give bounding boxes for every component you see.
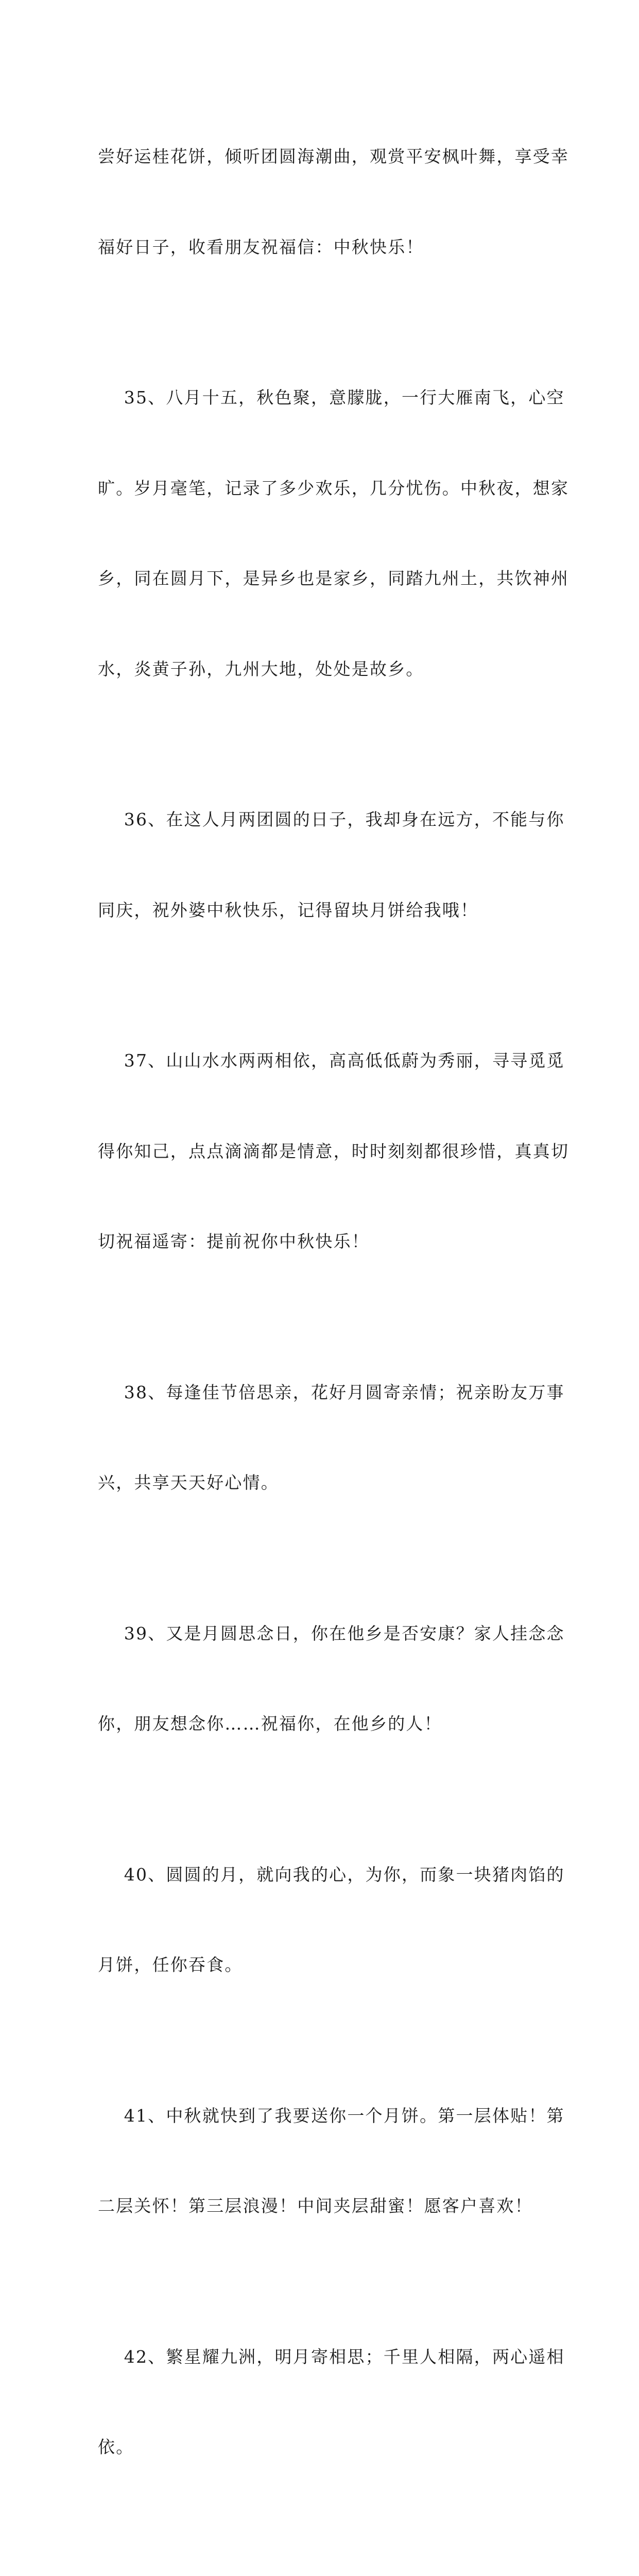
text-line: 35、八月十五，秋色聚，意朦胧，一行大雁南飞，心空 [98,383,541,413]
text-line: 福好日子，收看朋友祝福信：中秋快乐！ [98,232,541,263]
paragraph-continued [98,81,541,323]
paragraph-37 [98,986,541,1317]
text-line: 切祝福遥寄：提前祝你中秋快乐！ [98,1227,541,1257]
text-line: 月饼，任你吞食。 [98,1950,541,1980]
text-line: 尝好运桂花饼，倾听团圆海潮曲，观赏平安枫叶舞，享受幸 [98,142,541,172]
document-page [0,0,639,904]
text-line: 39、又是月圆思念日，你在他乡是否安康？家人挂念念 [98,1619,541,1649]
text-line: 37、山山水水两两相依，高高低低蔚为秀丽，寻寻觅觅 [98,1046,541,1076]
paragraph-43 [98,2523,541,2576]
text-line: 兴，共享天天好心情。 [98,1468,541,1498]
paragraph-36 [98,744,541,986]
text-line: 依。 [98,2432,541,2463]
text-line: 41、中秋就快到了我要送你一个月饼。第一层体贴！第 [98,2101,541,2131]
text-line: 同庆，祝外婆中秋快乐，记得留块月饼给我哦！ [98,895,541,926]
paragraph-40 [98,1800,541,2041]
text-line: 得你知己，点点滴滴都是情意，时时刻刻都很珍惜，真真切 [98,1137,541,1167]
text-line: 乡，同在圆月下，是异乡也是家乡，同踏九州土，共饮神州 [98,564,541,594]
paragraph-35 [98,323,541,744]
paragraph-41 [98,2041,541,2282]
text-line: 旷。岁月毫笔，记录了多少欢乐，几分忧伤。中秋夜，想家 [98,473,541,504]
text-line: 42、繁星耀九洲，明月寄相思；千里人相隔，两心遥相 [98,2342,541,2372]
text-line: 二层关怀！第三层浪漫！中间夹层甜蜜！愿客户喜欢！ [98,2191,541,2222]
document-body [98,81,541,2576]
text-line: 36、在这人月两团圆的日子，我却身在远方，不能与你 [98,805,541,835]
text-line: 38、每逢佳节倍思亲，花好月圆寄亲情；祝亲盼友万事 [98,1378,541,1408]
text-line: 40、圆圆的月，就向我的心，为你，而象一块猪肉馅的 [98,1860,541,1890]
paragraph-42 [98,2282,541,2523]
text-line: 水，炎黄子孙，九州大地，处处是故乡。 [98,654,541,685]
paragraph-38 [98,1317,541,1558]
paragraph-39 [98,1558,541,1800]
text-line: 你，朋友想念你……祝福你，在他乡的人！ [98,1709,541,1739]
